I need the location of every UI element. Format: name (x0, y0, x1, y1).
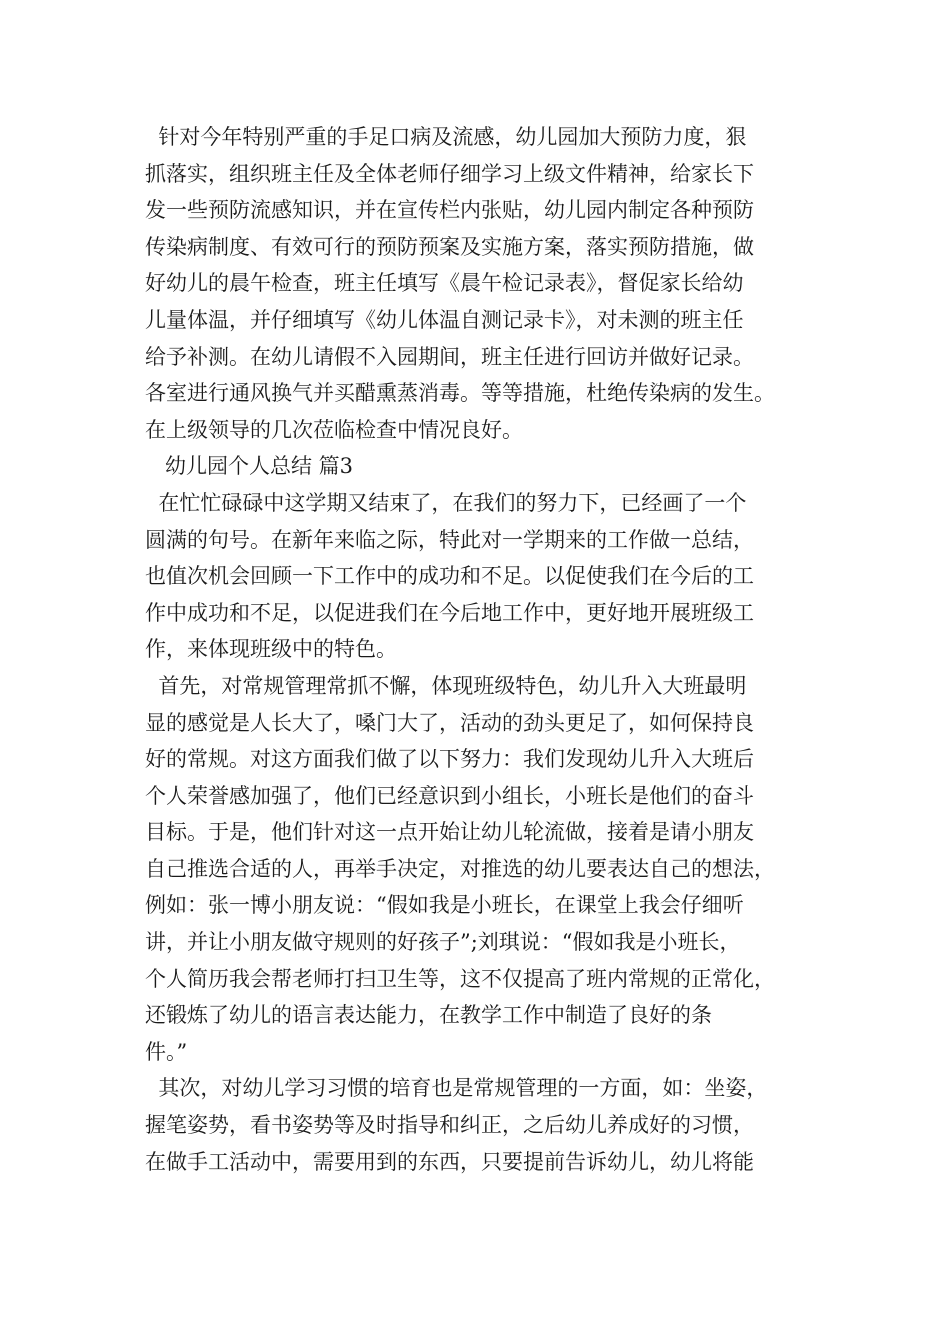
paragraph-line: 例如：张一博小朋友说：“假如我是小班长，在课堂上我会仔细听 (145, 893, 744, 918)
paragraph-line: 儿量体温，并仔细填写《幼儿体温自测记录卡》，对未测的班主任 (145, 307, 744, 332)
paragraph-line: 显的感觉是人长大了，嗓门大了，活动的劲头更足了，如何保持良 (145, 710, 754, 735)
paragraph-line: 也值次机会回顾一下工作中的成功和不足。以促使我们在今后的工 (145, 564, 754, 589)
paragraph-line: 好幼儿的晨午检查，班主任填写《晨午检记录表》，督促家长给幼 (145, 271, 744, 296)
paragraph-line: 作中成功和不足，以促进我们在今后地工作中，更好地开展班级工 (145, 600, 754, 625)
paragraph-line: 在上级领导的几次莅临检查中情况良好。 (145, 417, 523, 442)
paragraph-line: 在忙忙碌碌中这学期又结束了，在我们的努力下，已经画了一个 (145, 490, 747, 515)
paragraph-line: 给予补测。在幼儿请假不入园期间，班主任进行回访并做好记录。 (145, 344, 754, 369)
paragraph-line: 件。” (145, 1039, 188, 1064)
document-body (145, 119, 825, 1180)
paragraph-line: 各室进行通风换气并买醋熏蒸消毒。等等措施，杜绝传染病的发生。 (145, 381, 775, 406)
paragraph-line: 好的常规。对这方面我们做了以下努力：我们发现幼儿升入大班后 (145, 747, 754, 772)
paragraph-line: 发一些预防流感知识，并在宣传栏内张贴，幼儿园内制定各种预防 (145, 198, 754, 223)
paragraph-line: 握笔姿势，看书姿势等及时指导和纠正，之后幼儿养成好的习惯， (145, 1113, 754, 1138)
paragraph-line: 讲，并让小朋友做守规则的好孩子”;刘琪说：“假如我是小班长， (145, 930, 741, 955)
paragraph-line: 自己推选合适的人，再举手决定，对推选的幼儿要表达自己的想法， (145, 856, 775, 881)
paragraph-line: 其次，对幼儿学习习惯的培育也是常规管理的一方面，如：坐姿， (145, 1076, 768, 1101)
paragraph-line: 圆满的句号。在新年来临之际，特此对一学期来的工作做一总结， (145, 527, 754, 552)
paragraph-line: 首先，对常规管理常抓不懈，体现班级特色，幼儿升入大班最明 (145, 673, 747, 698)
paragraph-line: 目标。于是，他们针对这一点开始让幼儿轮流做，接着是请小朋友 (145, 820, 754, 845)
paragraph-line: 抓落实，组织班主任及全体老师仔细学习上级文件精神，给家长下 (145, 161, 754, 186)
paragraph-line: 传染病制度、有效可行的预防预案及实施方案，落实预防措施，做 (145, 234, 754, 259)
paragraph-line: 还锻炼了幼儿的语言表达能力，在教学工作中制造了良好的条 (145, 1003, 712, 1028)
paragraph-line: 个人荣誉感加强了，他们已经意识到小组长，小班长是他们的奋斗 (145, 783, 754, 808)
paragraph-line: 作，来体现班级中的特色。 (145, 637, 397, 662)
paragraph-line: 针对今年特别严重的手足口病及流感，幼儿园加大预防力度，狠 (145, 125, 747, 149)
section-heading: 幼儿园个人总结 篇3 (165, 454, 354, 479)
paragraph-line: 在做手工活动中，需要用到的东西，只要提前告诉幼儿，幼儿将能 (145, 1149, 754, 1174)
paragraph-line: 个人简历我会帮老师打扫卫生等，这不仅提高了班内常规的正常化， (145, 966, 775, 991)
